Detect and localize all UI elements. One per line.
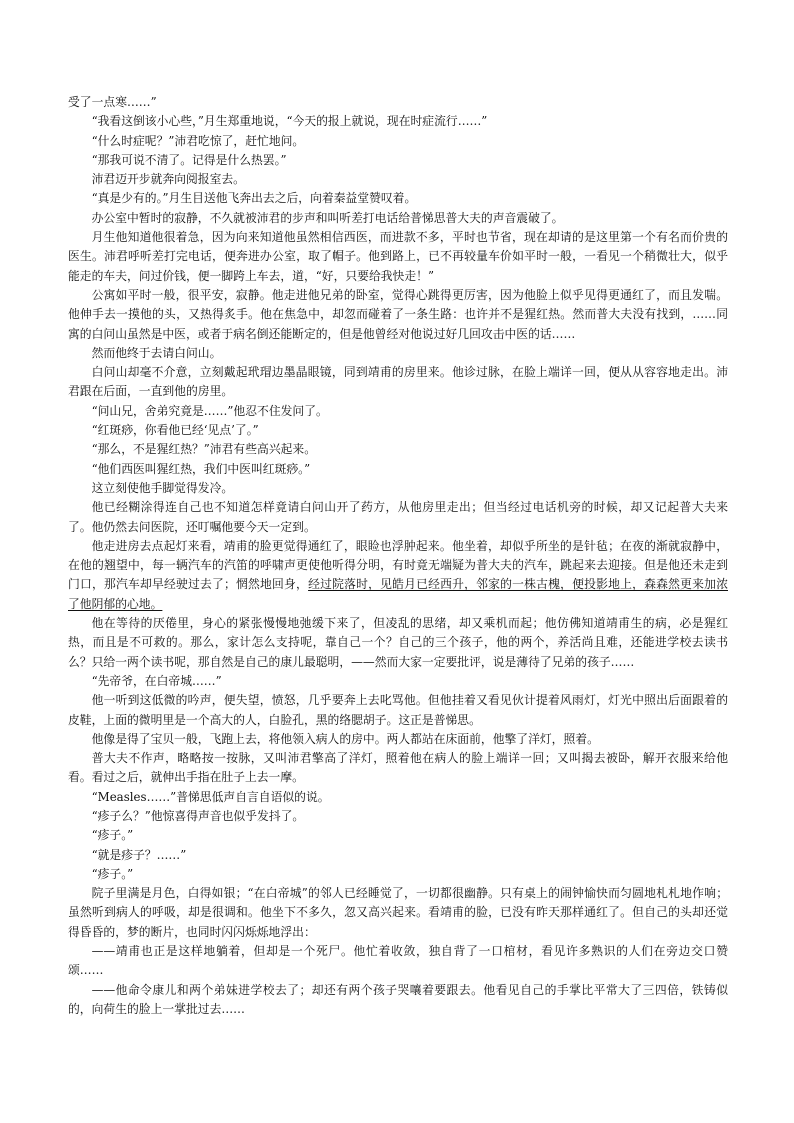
paragraph — [68, 846, 728, 865]
paragraph-text: “他们西医叫猩红热，我们中医叫红斑痧。” — [91, 461, 311, 476]
paragraph-text: “问山兄，舍弟究竟是……”他忍不住发问了。 — [91, 403, 328, 418]
paragraph — [68, 286, 728, 344]
paragraph — [68, 189, 728, 208]
paragraph-text: 然而他终于去请白问山。 — [91, 345, 222, 360]
paragraph-text: 沛君迈开步就奔向阅报室去。 — [91, 172, 245, 187]
paragraph-text: 院子里满是月色，白得如银；“在白帝城”的邻人已经睡觉了，一切都很幽静。只有桌上的闹钟愉快而匀圆地札札地作响；虽然听到病人的呼吸，却是很调和。他坐下不多久，忽又高兴起来。看靖甫的脸，已没有昨天那样通红了。但自己的头却还觉得昏昏的，梦的断片，也同时闪闪烁烁地浮出： — [68, 886, 728, 939]
paragraph — [68, 498, 728, 537]
paragraph — [68, 730, 728, 749]
paragraph-text: 这立刻使他手脚觉得发冷。 — [91, 480, 234, 495]
paragraph — [68, 942, 728, 981]
paragraph — [68, 884, 728, 942]
paragraph — [68, 402, 728, 421]
document-body — [68, 93, 728, 1019]
paragraph-text: ——靖甫也正是这样地躺着，但却是一个死尸。他忙着收敛，独自背了一口棺材，看见许多熟识的人们在旁边交口赞颂…… — [68, 944, 728, 978]
paragraph — [68, 614, 728, 672]
paragraph-text: 他像是得了宝贝一般，飞跑上去，将他领入病人的房中。两人都站在床面前，他擎了洋灯，照着。 — [91, 731, 599, 746]
paragraph-text: “就是疹子？……” — [91, 847, 187, 862]
paragraph — [68, 826, 728, 845]
paragraph-text: 他在等待的厌倦里，身心的紧张慢慢地弛缓下来了，但凌乱的思绪，却又乘机而起；他仿佛知道靖甫生的病，必是猩红热，而且是不可救的。那么，家计怎么支持呢，靠自己一个？自己的三个孩子，他的两个，养活尚且难，还能进学校去读书么？只给一两个读书呢，那自然是自己的康儿最聪明，——然而大家一定要批评，说是薄待了兄弟的孩子…… — [68, 616, 728, 669]
paragraph-text: “我看这倒该小心些，”月生郑重地说，“今天的报上就说，现在时症流行……” — [91, 114, 488, 129]
paragraph — [68, 981, 728, 1020]
paragraph-text: “什么时症呢？”沛君吃惊了，赶忙地问。 — [91, 133, 305, 148]
paragraph-text: 公寓如平时一般，很平安，寂静。他走进他兄弟的卧室，觉得心跳得更厉害，因为他脸上似乎见得更通红了，而且发喘。他伸手去一摸他的头，又热得炙手。他在焦急中，却忽而碰着了一条生路：也许并不是猩红热。然而普大夫没有找到，……同寓的白问山虽然是中医，或者于病名倒还能断定的，但是他曾经对他说过好几回攻击中医的话…… — [68, 287, 728, 341]
paragraph-text: 他已经糊涂得连自己也不知道怎样竟请白问山开了药方，从他房里走出；但当经过电话机旁的时候，却又记起普大夫来了。他仍然去问医院，还叮嘱他要今天一定到。 — [68, 500, 728, 534]
paragraph — [68, 170, 728, 189]
paragraph-text: 白问山却毫不介意，立刻戴起玳瑁边墨晶眼镜，同到靖甫的房里来。他诊过脉，在脸上端详一回，便从从容容地走出。沛君跟在后面，一直到他的房里。 — [68, 365, 728, 399]
paragraph — [68, 112, 728, 131]
paragraph — [68, 363, 728, 402]
paragraph — [68, 865, 728, 884]
paragraph-text: 普大夫不作声，略略按一按脉，又叫沛君擎高了洋灯，照着他在病人的脸上端详一回；又叫揭去被卧，解开衣服来给他看。看过之后，就伸出手指在肚子上去一摩。 — [68, 751, 728, 785]
paragraph — [68, 788, 728, 807]
paragraph-text: ——他命令康儿和两个弟妹进学校去了；却还有两个孩子哭嚷着要跟去。他看见自己的手掌比平常大了三四倍，铁铸似的，向荷生的脸上一掌批过去…… — [68, 982, 728, 1016]
paragraph — [68, 479, 728, 498]
paragraph — [68, 537, 728, 614]
paragraph — [68, 672, 728, 691]
paragraph-text: “疹子么？”他惊喜得声音也似乎发抖了。 — [91, 808, 305, 823]
paragraph-text: “红斑痧，你看他已经‘见点’了。” — [91, 423, 259, 438]
underlined-text: 经过院落时，见皓月已经西升，邻家的一株古槐，便投影地上，森森然更来加浓了他阴郁的心地。 — [68, 577, 728, 611]
paragraph-text: “先帝爷，在白帝城……” — [91, 673, 222, 688]
paragraph-text: “Measles……”普悌思低声自言自语似的说。 — [91, 789, 330, 804]
paragraph-text: “那么，不是猩红热？”沛君有些高兴起来。 — [91, 442, 317, 457]
paragraph-text: “那我可说不清了。记得是什么热罢。” — [91, 152, 287, 167]
paragraph-text: 他走进房去点起灯来看，靖甫的脸更觉得通红了，眼睑也浮肿起来。他坐着，却似乎所坐的是针毡；在夜的渐就寂静中，在他的翘望中，每一辆汽车的汽笛的呼啸声更使他听得分明，有时竟无端疑为普大夫的汽车，跳起来去迎接。但是他还未走到门口，那汽车却早经驶过去了；惘然地回身， — [68, 538, 728, 592]
paragraph-text: 他一听到这低微的吟声，便失望，愤怒，几乎要奔上去叱骂他。但他挂着又看见伙计提着风雨灯，灯光中照出后面跟着的皮鞋，上面的微明里是一个高大的人，白脸孔，黑的络腮胡子。这正是普悌思。 — [68, 693, 728, 727]
paragraph — [68, 807, 728, 826]
paragraph — [68, 93, 728, 112]
paragraph — [68, 344, 728, 363]
paragraph — [68, 228, 728, 286]
paragraph-text: “疹子。” — [91, 866, 134, 881]
paragraph — [68, 749, 728, 788]
paragraph-text: “真是少有的。”月生目送他飞奔出去之后，向着秦益堂赞叹着。 — [91, 191, 417, 206]
paragraph-text: 受了一点寒……” — [68, 95, 157, 109]
paragraph-text: 月生他知道他很着急，因为向来知道他虽然相信西医，而进款不多，平时也节省，现在却请的是这里第一个有名而价贵的医生。沛君呼听差打完电话，便奔进办公室，取了帽子。他到路上，已不再较量车价如平时一般，一看见一个稍微壮大，似乎能走的车夫，问过价钱，便一脚跨上车去，道，“好，只要给我快走！” — [68, 230, 728, 283]
paragraph — [68, 132, 728, 151]
paragraph — [68, 691, 728, 730]
paragraph — [68, 460, 728, 479]
paragraph — [68, 421, 728, 440]
paragraph-text: “疹子。” — [91, 828, 134, 843]
paragraph — [68, 440, 728, 459]
paragraph — [68, 151, 728, 170]
paragraph — [68, 209, 728, 228]
paragraph-text: 办公室中暂时的寂静，不久就被沛君的步声和叫听差打电话给普悌思普大夫的声音震破了。 — [91, 210, 564, 225]
